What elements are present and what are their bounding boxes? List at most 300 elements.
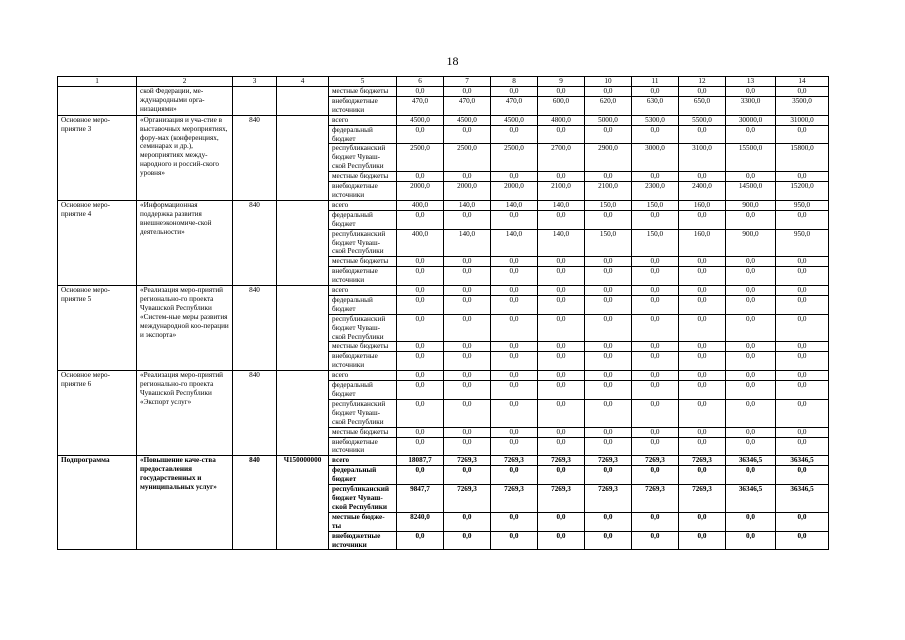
value-cell: 0,0: [538, 531, 585, 550]
column-number-2: 2: [137, 77, 233, 87]
value-cell: 36346,5: [726, 456, 776, 466]
value-cell: 0,0: [491, 399, 538, 427]
value-cell: 650,0: [679, 96, 726, 115]
value-cell: 0,0: [444, 531, 491, 550]
value-cell: 0,0: [397, 381, 444, 400]
value-cell: 2400,0: [679, 182, 726, 201]
table-row: [58, 286, 829, 296]
value-cell: 4500,0: [397, 115, 444, 125]
value-cell: 630,0: [632, 96, 679, 115]
value-cell: 0,0: [397, 295, 444, 314]
value-cell: 400,0: [397, 229, 444, 257]
value-cell: 0,0: [679, 210, 726, 229]
value-cell: 0,0: [585, 125, 632, 144]
value-cell: 7269,3: [585, 485, 632, 513]
value-cell: 0,0: [444, 352, 491, 371]
value-cell: 0,0: [444, 267, 491, 286]
value-cell: 0,0: [632, 257, 679, 267]
value-cell: 0,0: [679, 399, 726, 427]
group-code: 840: [233, 371, 277, 456]
value-cell: 0,0: [585, 286, 632, 296]
value-cell: 0,0: [538, 87, 585, 97]
group-description: «Организация и уча-стие в выставочных мероприятиях, фору-мах (конференциях, семинарах и др.), мероприятиях между-народного и россий-ского уровня»: [137, 115, 233, 200]
value-cell: 3500,0: [776, 96, 829, 115]
group-target-code: [277, 286, 329, 371]
value-cell: 620,0: [585, 96, 632, 115]
value-cell: 2000,0: [491, 182, 538, 201]
value-cell: 0,0: [538, 399, 585, 427]
value-cell: 0,0: [397, 172, 444, 182]
group-title: Подпрограмма: [58, 456, 137, 550]
value-cell: 0,0: [726, 381, 776, 400]
group-title: Основное меро-приятие 6: [58, 371, 137, 456]
value-cell: 0,0: [491, 210, 538, 229]
value-cell: 7269,3: [632, 456, 679, 466]
value-cell: 0,0: [679, 381, 726, 400]
value-cell: 0,0: [726, 352, 776, 371]
value-cell: 18087,7: [397, 456, 444, 466]
value-cell: 470,0: [397, 96, 444, 115]
value-cell: 0,0: [632, 437, 679, 456]
value-cell: 0,0: [726, 371, 776, 381]
value-cell: 0,0: [726, 314, 776, 342]
value-cell: 0,0: [444, 342, 491, 352]
value-cell: 7269,3: [679, 456, 726, 466]
continuation-col4: [277, 87, 329, 116]
value-cell: 0,0: [397, 466, 444, 485]
funding-source: республиканский бюджет Чуваш-ской Республики: [329, 399, 397, 427]
value-cell: 0,0: [726, 87, 776, 97]
funding-source: местные бюджеты: [329, 172, 397, 182]
value-cell: 0,0: [585, 512, 632, 531]
value-cell: 0,0: [444, 437, 491, 456]
value-cell: 2500,0: [397, 144, 444, 172]
group-code: 840: [233, 200, 277, 285]
group-description: «Реализация меро-приятий регионально-го проекта Чувашской Республики «Систем-ные меры развития международной коо-перации и экспорта»: [137, 286, 233, 371]
value-cell: 0,0: [776, 125, 829, 144]
value-cell: 0,0: [585, 427, 632, 437]
value-cell: 0,0: [491, 87, 538, 97]
value-cell: 0,0: [538, 437, 585, 456]
value-cell: 0,0: [726, 257, 776, 267]
value-cell: 15800,0: [776, 144, 829, 172]
value-cell: 36346,5: [776, 485, 829, 513]
value-cell: 0,0: [538, 286, 585, 296]
value-cell: 0,0: [538, 352, 585, 371]
value-cell: 0,0: [397, 371, 444, 381]
value-cell: 0,0: [776, 257, 829, 267]
value-cell: 0,0: [397, 437, 444, 456]
value-cell: 0,0: [491, 286, 538, 296]
value-cell: 0,0: [679, 427, 726, 437]
value-cell: 0,0: [776, 295, 829, 314]
value-cell: 7269,3: [585, 456, 632, 466]
value-cell: 0,0: [444, 314, 491, 342]
value-cell: 140,0: [444, 200, 491, 210]
value-cell: 0,0: [397, 314, 444, 342]
funding-source: местные бюджеты: [329, 427, 397, 437]
value-cell: 2500,0: [491, 144, 538, 172]
value-cell: 0,0: [491, 531, 538, 550]
value-cell: 2500,0: [444, 144, 491, 172]
value-cell: 0,0: [726, 210, 776, 229]
value-cell: 0,0: [776, 427, 829, 437]
value-cell: 0,0: [632, 466, 679, 485]
group-target-code: Ч150000000: [277, 456, 329, 550]
funding-source: местные бюджеты: [329, 87, 397, 97]
value-cell: 0,0: [491, 427, 538, 437]
value-cell: 0,0: [397, 427, 444, 437]
column-number-6: 6: [397, 77, 444, 87]
value-cell: 0,0: [491, 381, 538, 400]
table-row: [58, 200, 829, 210]
value-cell: 0,0: [776, 466, 829, 485]
value-cell: 5000,0: [585, 115, 632, 125]
value-cell: 2100,0: [538, 182, 585, 201]
funding-source: внебюджетные источники: [329, 352, 397, 371]
continuation-title: [58, 87, 137, 116]
funding-source: федеральный бюджет: [329, 381, 397, 400]
continuation-col3: [233, 87, 277, 116]
value-cell: 2100,0: [585, 182, 632, 201]
value-cell: 0,0: [491, 466, 538, 485]
value-cell: 0,0: [679, 267, 726, 286]
value-cell: 0,0: [726, 286, 776, 296]
value-cell: 3000,0: [632, 144, 679, 172]
column-number-8: 8: [491, 77, 538, 87]
value-cell: 140,0: [491, 229, 538, 257]
value-cell: 0,0: [632, 87, 679, 97]
value-cell: 0,0: [585, 466, 632, 485]
value-cell: 0,0: [585, 87, 632, 97]
value-cell: 900,0: [726, 200, 776, 210]
value-cell: 150,0: [585, 200, 632, 210]
value-cell: 0,0: [538, 371, 585, 381]
funding-source: внебюджетные источники: [329, 182, 397, 201]
value-cell: 0,0: [491, 125, 538, 144]
value-cell: 0,0: [679, 342, 726, 352]
value-cell: 0,0: [776, 371, 829, 381]
column-number-row: [58, 77, 829, 87]
value-cell: 0,0: [538, 267, 585, 286]
value-cell: 0,0: [585, 399, 632, 427]
value-cell: 0,0: [538, 257, 585, 267]
value-cell: 0,0: [632, 342, 679, 352]
value-cell: 160,0: [679, 229, 726, 257]
budget-table: [57, 76, 829, 550]
value-cell: 0,0: [491, 295, 538, 314]
value-cell: 0,0: [585, 381, 632, 400]
value-cell: 950,0: [776, 200, 829, 210]
value-cell: 8240,0: [397, 512, 444, 531]
value-cell: 36346,5: [726, 485, 776, 513]
value-cell: 0,0: [444, 399, 491, 427]
value-cell: 0,0: [679, 125, 726, 144]
value-cell: 0,0: [397, 286, 444, 296]
value-cell: 0,0: [397, 342, 444, 352]
value-cell: 0,0: [491, 257, 538, 267]
value-cell: 5500,0: [679, 115, 726, 125]
value-cell: 0,0: [538, 295, 585, 314]
value-cell: 0,0: [444, 512, 491, 531]
value-cell: 0,0: [585, 295, 632, 314]
value-cell: 0,0: [538, 125, 585, 144]
value-cell: 0,0: [632, 314, 679, 342]
value-cell: 0,0: [397, 399, 444, 427]
value-cell: 0,0: [444, 381, 491, 400]
value-cell: 0,0: [776, 399, 829, 427]
value-cell: 36346,5: [776, 456, 829, 466]
value-cell: 0,0: [726, 399, 776, 427]
funding-source: внебюджетные источники: [329, 96, 397, 115]
column-number-10: 10: [585, 77, 632, 87]
value-cell: 15200,0: [776, 182, 829, 201]
value-cell: 470,0: [491, 96, 538, 115]
value-cell: 0,0: [632, 371, 679, 381]
value-cell: 4500,0: [491, 115, 538, 125]
value-cell: 0,0: [679, 295, 726, 314]
value-cell: 0,0: [585, 371, 632, 381]
value-cell: 0,0: [679, 257, 726, 267]
value-cell: 0,0: [632, 381, 679, 400]
funding-source: республиканский бюджет Чуваш-ской Республики: [329, 229, 397, 257]
value-cell: 0,0: [632, 531, 679, 550]
value-cell: 0,0: [679, 437, 726, 456]
value-cell: 0,0: [397, 257, 444, 267]
funding-source: внебюджетные источники: [329, 437, 397, 456]
funding-source: республиканский бюджет Чуваш-ской Республики: [329, 314, 397, 342]
value-cell: 0,0: [444, 172, 491, 182]
value-cell: 0,0: [679, 512, 726, 531]
column-number-12: 12: [679, 77, 726, 87]
value-cell: 0,0: [776, 314, 829, 342]
value-cell: 4500,0: [444, 115, 491, 125]
table-row: [58, 115, 829, 125]
value-cell: 0,0: [726, 466, 776, 485]
group-target-code: [277, 200, 329, 285]
funding-source: всего: [329, 286, 397, 296]
value-cell: 4800,0: [538, 115, 585, 125]
value-cell: 9847,7: [397, 485, 444, 513]
group-code: 840: [233, 115, 277, 200]
value-cell: 0,0: [679, 286, 726, 296]
value-cell: 0,0: [585, 352, 632, 371]
value-cell: 0,0: [632, 267, 679, 286]
value-cell: 0,0: [585, 437, 632, 456]
value-cell: 0,0: [776, 210, 829, 229]
value-cell: 0,0: [776, 381, 829, 400]
value-cell: 2000,0: [397, 182, 444, 201]
value-cell: 150,0: [632, 200, 679, 210]
funding-source: всего: [329, 200, 397, 210]
value-cell: 0,0: [776, 87, 829, 97]
value-cell: 0,0: [444, 466, 491, 485]
value-cell: 140,0: [538, 229, 585, 257]
value-cell: 7269,3: [491, 456, 538, 466]
value-cell: 0,0: [444, 286, 491, 296]
group-description: «Реализация меро-приятий регионально-го проекта Чувашской Республики «Экспорт услуг»: [137, 371, 233, 456]
value-cell: 0,0: [776, 352, 829, 371]
table-row: [58, 371, 829, 381]
value-cell: 0,0: [538, 381, 585, 400]
value-cell: 0,0: [632, 172, 679, 182]
value-cell: 0,0: [585, 267, 632, 286]
value-cell: 7269,3: [679, 485, 726, 513]
value-cell: 0,0: [632, 427, 679, 437]
value-cell: 150,0: [632, 229, 679, 257]
group-code: 840: [233, 286, 277, 371]
value-cell: 7269,3: [632, 485, 679, 513]
funding-source: всего: [329, 371, 397, 381]
value-cell: 0,0: [585, 172, 632, 182]
value-cell: 0,0: [538, 210, 585, 229]
column-number-7: 7: [444, 77, 491, 87]
table-row: [58, 87, 829, 97]
value-cell: 0,0: [726, 295, 776, 314]
value-cell: 0,0: [444, 371, 491, 381]
funding-source: внебюджетные источники: [329, 531, 397, 550]
value-cell: 0,0: [491, 437, 538, 456]
value-cell: 0,0: [397, 87, 444, 97]
value-cell: 0,0: [585, 342, 632, 352]
group-title: Основное меро-приятие 5: [58, 286, 137, 371]
value-cell: 0,0: [585, 210, 632, 229]
value-cell: 0,0: [491, 371, 538, 381]
group-title: Основное меро-приятие 3: [58, 115, 137, 200]
value-cell: 0,0: [585, 257, 632, 267]
value-cell: 0,0: [491, 512, 538, 531]
value-cell: 0,0: [679, 466, 726, 485]
value-cell: 0,0: [585, 531, 632, 550]
page-number: 18: [446, 54, 459, 68]
value-cell: 0,0: [397, 352, 444, 371]
funding-source: местные бюджеты: [329, 342, 397, 352]
value-cell: 0,0: [397, 210, 444, 229]
value-cell: 7269,3: [538, 456, 585, 466]
value-cell: 0,0: [444, 125, 491, 144]
value-cell: 0,0: [444, 427, 491, 437]
value-cell: 2700,0: [538, 144, 585, 172]
value-cell: 0,0: [632, 286, 679, 296]
funding-source: местные бюдже-ты: [329, 512, 397, 531]
value-cell: 150,0: [585, 229, 632, 257]
value-cell: 0,0: [444, 257, 491, 267]
value-cell: 2900,0: [585, 144, 632, 172]
value-cell: 0,0: [776, 286, 829, 296]
value-cell: 2300,0: [632, 182, 679, 201]
value-cell: 0,0: [776, 267, 829, 286]
value-cell: 900,0: [726, 229, 776, 257]
value-cell: 14500,0: [726, 182, 776, 201]
funding-source: федеральный бюджет: [329, 125, 397, 144]
funding-source: всего: [329, 456, 397, 466]
value-cell: 0,0: [679, 352, 726, 371]
funding-source: федеральный бюджет: [329, 295, 397, 314]
group-target-code: [277, 371, 329, 456]
value-cell: 0,0: [726, 512, 776, 531]
funding-source: внебюджетные источники: [329, 267, 397, 286]
value-cell: 15500,0: [726, 144, 776, 172]
value-cell: 0,0: [538, 466, 585, 485]
value-cell: 7269,3: [491, 485, 538, 513]
value-cell: 0,0: [491, 352, 538, 371]
group-title: Основное меро-приятие 4: [58, 200, 137, 285]
value-cell: 140,0: [538, 200, 585, 210]
group-description: «Повышение каче-ства предоставления государственных и муниципальных услуг»: [137, 456, 233, 550]
value-cell: 950,0: [776, 229, 829, 257]
value-cell: 0,0: [632, 210, 679, 229]
continuation-description: ской Федерации, ме-ждународными орга-низациями»: [137, 87, 233, 116]
value-cell: 0,0: [726, 427, 776, 437]
funding-source: всего: [329, 115, 397, 125]
value-cell: 0,0: [726, 267, 776, 286]
value-cell: 0,0: [679, 314, 726, 342]
value-cell: 0,0: [776, 437, 829, 456]
value-cell: 3300,0: [726, 96, 776, 115]
value-cell: 0,0: [397, 531, 444, 550]
column-number-1: 1: [58, 77, 137, 87]
value-cell: 0,0: [726, 125, 776, 144]
value-cell: 600,0: [538, 96, 585, 115]
value-cell: 0,0: [726, 437, 776, 456]
value-cell: 0,0: [776, 531, 829, 550]
value-cell: 0,0: [538, 512, 585, 531]
value-cell: 140,0: [444, 229, 491, 257]
column-number-3: 3: [233, 77, 277, 87]
value-cell: 0,0: [491, 342, 538, 352]
value-cell: 31000,0: [776, 115, 829, 125]
value-cell: 0,0: [776, 172, 829, 182]
funding-source: местные бюджеты: [329, 257, 397, 267]
value-cell: 400,0: [397, 200, 444, 210]
value-cell: 0,0: [679, 172, 726, 182]
funding-source: федеральный бюджет: [329, 210, 397, 229]
value-cell: 0,0: [538, 427, 585, 437]
group-target-code: [277, 115, 329, 200]
value-cell: 0,0: [444, 295, 491, 314]
value-cell: 0,0: [538, 172, 585, 182]
value-cell: 0,0: [491, 172, 538, 182]
value-cell: 30000,0: [726, 115, 776, 125]
value-cell: 0,0: [726, 342, 776, 352]
value-cell: 0,0: [632, 352, 679, 371]
column-number-4: 4: [277, 77, 329, 87]
value-cell: 2000,0: [444, 182, 491, 201]
group-description: «Информационная поддержка развития внешнеэкономиче-ской деятельности»: [137, 200, 233, 285]
value-cell: 0,0: [397, 125, 444, 144]
value-cell: 7269,3: [444, 485, 491, 513]
value-cell: 160,0: [679, 200, 726, 210]
value-cell: 7269,3: [538, 485, 585, 513]
value-cell: 0,0: [776, 342, 829, 352]
value-cell: 5300,0: [632, 115, 679, 125]
value-cell: 0,0: [632, 512, 679, 531]
column-number-9: 9: [538, 77, 585, 87]
group-code: 840: [233, 456, 277, 550]
value-cell: 0,0: [679, 531, 726, 550]
funding-source: республиканский бюджет Чуваш-ской Республики: [329, 485, 397, 513]
value-cell: 0,0: [632, 399, 679, 427]
value-cell: 0,0: [679, 371, 726, 381]
value-cell: 0,0: [491, 314, 538, 342]
value-cell: 0,0: [538, 342, 585, 352]
value-cell: 0,0: [726, 531, 776, 550]
value-cell: 0,0: [397, 267, 444, 286]
value-cell: 0,0: [491, 267, 538, 286]
value-cell: 7269,3: [444, 456, 491, 466]
column-number-5: 5: [329, 77, 397, 87]
value-cell: 0,0: [679, 87, 726, 97]
